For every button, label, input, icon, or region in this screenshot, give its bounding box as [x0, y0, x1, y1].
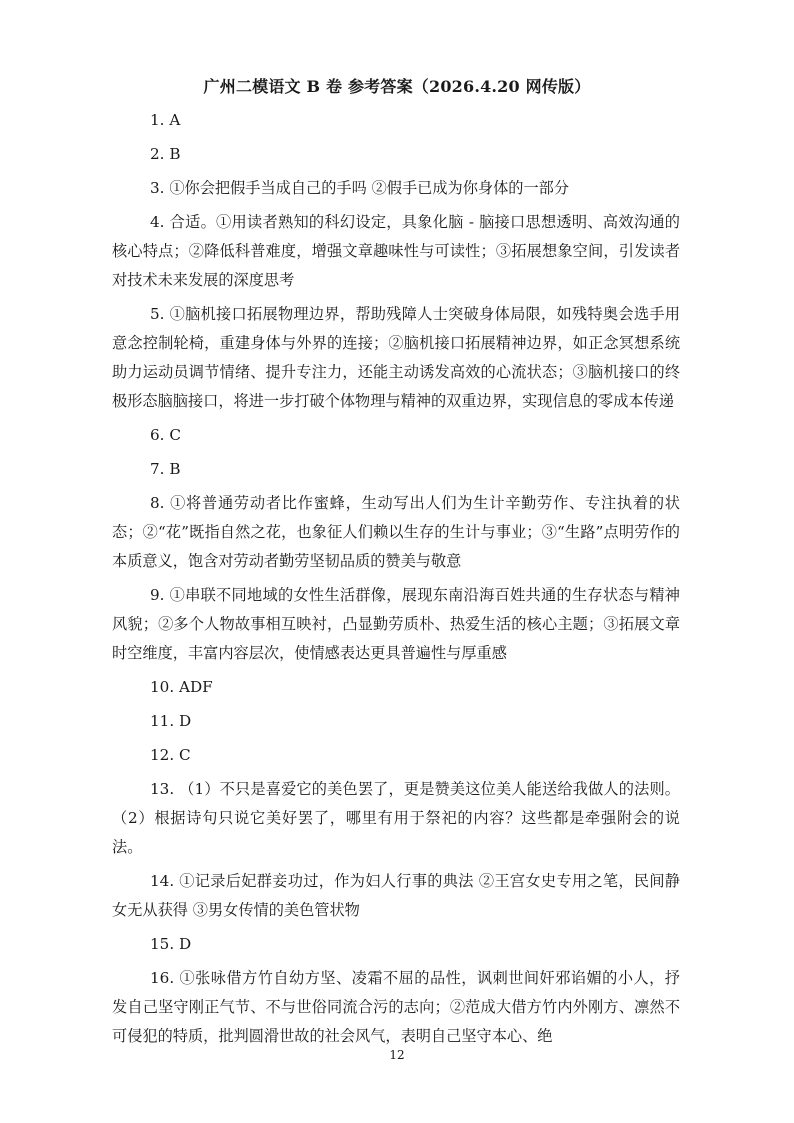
answer-item: [112, 300, 680, 416]
answer-number: 14.: [150, 872, 175, 890]
answer-text: A: [164, 111, 181, 129]
answer-number: 9.: [150, 586, 165, 604]
answer-item: [112, 930, 680, 959]
answer-number: 11.: [150, 712, 175, 730]
answer-item: [112, 489, 680, 576]
answer-text: C: [164, 426, 181, 444]
answer-item: [112, 964, 680, 1051]
answer-text: ①脑机接口拓展物理边界，帮助残障人士突破身体局限，如残特奥会选手用意念控制轮椅，重建身体与外界的连接；②脑机接口拓展精神边界，如正念冥想系统助力运动员调节情绪、提升专注力，还能主动诱发高效的心流状态；③脑机接口的终极形态脑脑接口，将进一步打破个体物理与精神的双重边界，实现信息的零成本传递: [112, 305, 680, 410]
answer-text: ADF: [174, 678, 213, 696]
answer-text: ①将普通劳动者比作蜜蜂，生动写出人们为生计辛勤劳作、专注执着的状态；②“花”既指自然之花，也象征人们赖以生存的生计与事业；③“生路”点明劳作的本质意义，饱含对劳动者勤劳坚韧品质的赞美与敬意: [112, 494, 680, 570]
answer-item: [112, 208, 680, 295]
answer-text: B: [164, 145, 181, 163]
answer-item: [112, 455, 680, 484]
answer-number: 6.: [150, 426, 165, 444]
answer-number: 13.: [150, 780, 175, 798]
answer-text: B: [164, 460, 181, 478]
answer-item: [112, 707, 680, 736]
answer-number: 4.: [150, 213, 165, 231]
page-number: 12: [389, 1048, 405, 1062]
answer-item: [112, 421, 680, 450]
answer-number: 2.: [150, 145, 165, 163]
answer-item: [112, 673, 680, 702]
page-title: 广州二模语文 B 卷 参考答案（2026.4.20 网传版）: [203, 77, 591, 96]
answer-text: ①记录后妃群妾功过，作为妇人行事的典法 ②王宫女史专用之笔，民间静女无从获得 ③男女传情的美色管状物: [112, 872, 680, 919]
answer-number: 3.: [150, 179, 165, 197]
answer-item: [112, 140, 680, 169]
answer-number: 15.: [150, 935, 175, 953]
answer-number: 12.: [150, 746, 175, 764]
answer-item: [112, 775, 680, 862]
answer-number: 7.: [150, 460, 165, 478]
answer-number: 5.: [150, 305, 165, 323]
answer-item: [112, 741, 680, 770]
answer-item: [112, 106, 680, 135]
answer-text: ①你会把假手当成自己的手吗 ②假手已成为你身体的一部分: [164, 179, 570, 197]
answer-text: D: [174, 712, 192, 730]
answer-text: 合适。①用读者熟知的科幻设定，具象化脑 - 脑接口思想透明、高效沟通的核心特点；②降低科普难度，增强文章趣味性与可读性；③拓展想象空间，引发读者对技术未来发展的深度思考: [112, 213, 680, 289]
answer-number: 8.: [150, 494, 165, 512]
answer-text: （1）不只是喜爱它的美色罢了，更是赞美这位美人能送给我做人的法则。（2）根据诗句只说它美好罢了，哪里有用于祭祀的内容？这些都是牵强附会的说法。: [112, 780, 680, 856]
answer-number: 1.: [150, 111, 165, 129]
answer-text: ①串联不同地域的女性生活群像，展现东南沿海百姓共通的生存状态与精神风貌；②多个人物故事相互映衬，凸显勤劳质朴、热爱生活的核心主题；③拓展文章时空维度，丰富内容层次，使情感表达更具普遍性与厚重感: [112, 586, 680, 662]
answer-number: 16.: [150, 969, 175, 987]
answer-item: [112, 867, 680, 925]
answer-number: 10.: [150, 678, 175, 696]
answer-item: [112, 581, 680, 668]
answer-text: ①张咏借方竹自幼方坚、凌霜不屈的品性，讽刺世间奸邪谄媚的小人，抒发自己坚守刚正气节、不与世俗同流合污的志向；②范成大借方竹内外刚方、凛然不可侵犯的特质，批判圆滑世故的社会风气，表明自己坚守本心、绝: [112, 969, 680, 1045]
answer-text: C: [174, 746, 191, 764]
answer-text: D: [174, 935, 192, 953]
answer-item: [112, 174, 680, 203]
answer-list: [112, 106, 680, 1056]
